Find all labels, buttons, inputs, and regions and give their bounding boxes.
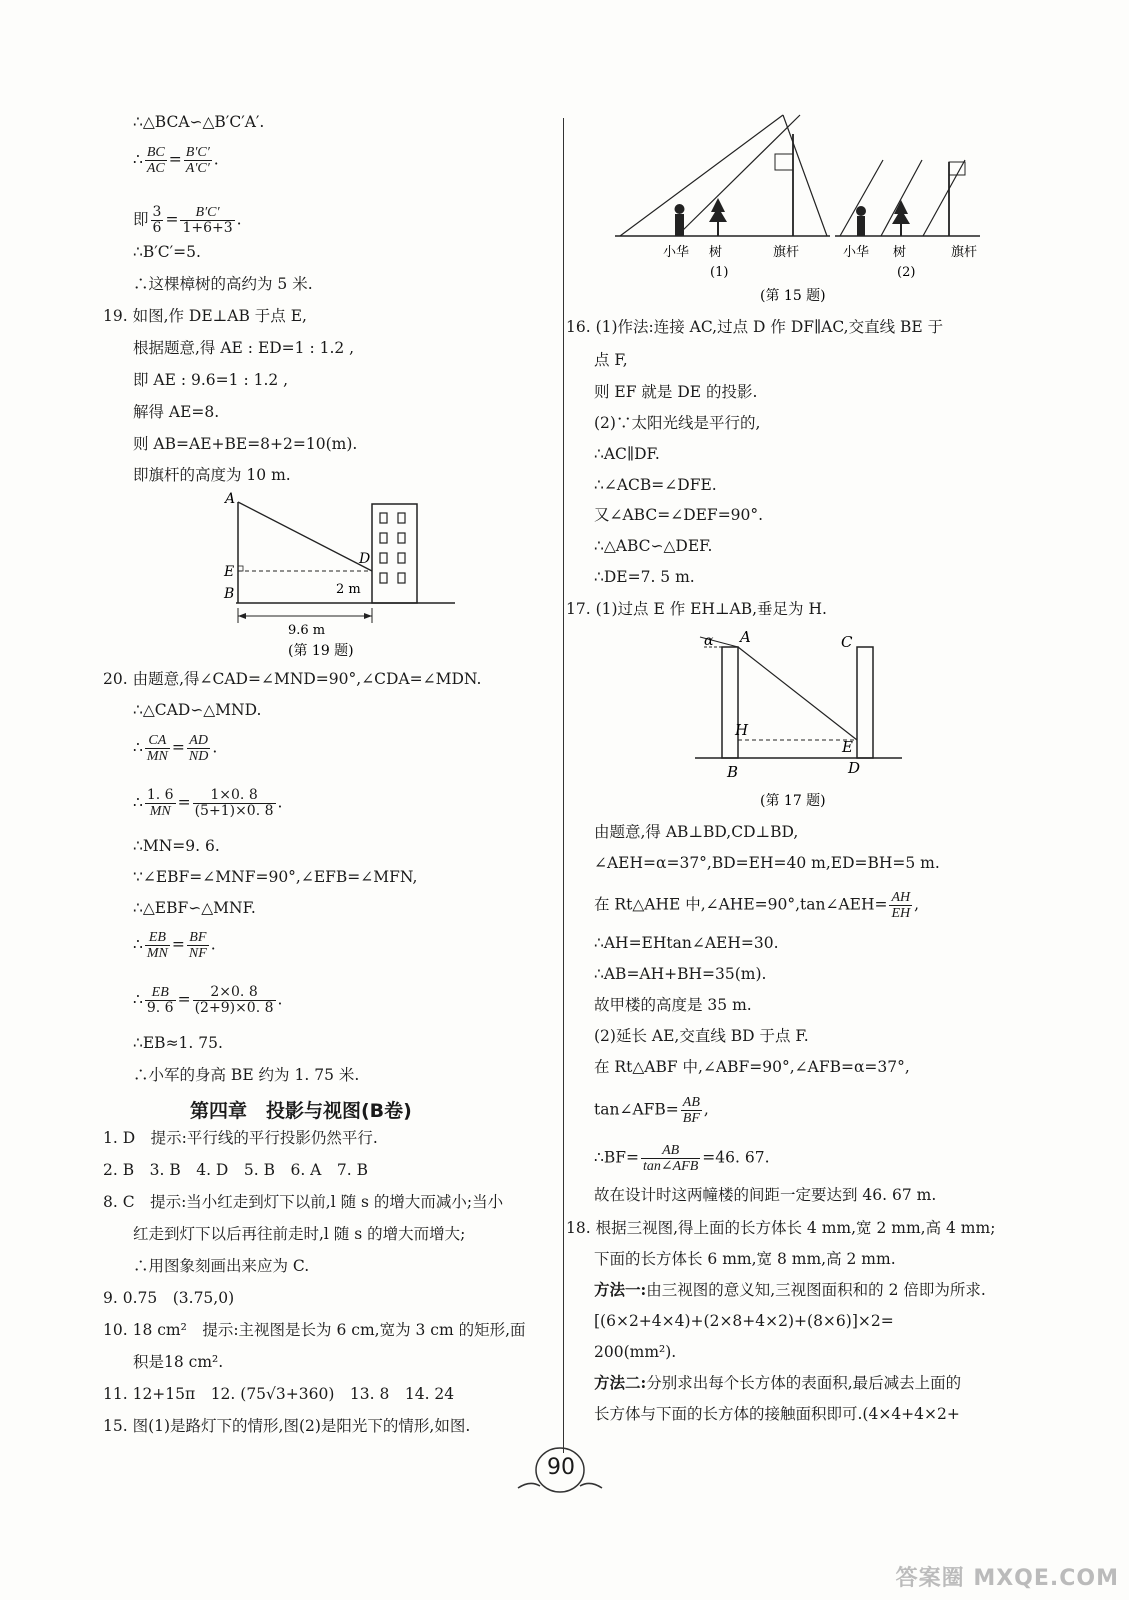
figure-17 bbox=[690, 625, 920, 813]
text: ∴ bbox=[133, 990, 143, 1009]
fraction bbox=[889, 890, 912, 921]
text-line: 在 Rt△ABF 中,∠ABF=90°,∠AFB=α=37°, bbox=[594, 1058, 910, 1076]
fraction bbox=[145, 930, 170, 961]
text-line: ∴△CAD∽△MND. bbox=[133, 701, 262, 719]
fraction bbox=[641, 1143, 700, 1174]
text-line: ∠AEH=α=37°,BD=EH=40 m,ED=BH=5 m. bbox=[594, 854, 940, 872]
text-line: 根据题意,得 AE : ED=1 : 1.2 , bbox=[133, 339, 355, 357]
denominator: AC bbox=[146, 161, 165, 176]
figure-caption: (第 17 题) bbox=[760, 793, 826, 809]
text: 由三视图的意义知,三视图面积和的 2 倍即为所求. bbox=[646, 1281, 986, 1299]
text: ∴ bbox=[133, 150, 143, 169]
answer-line: ∴用图象刻画出来应为 C. bbox=[133, 1257, 310, 1275]
numerator: AD bbox=[187, 733, 210, 749]
label-sub-1: (1) bbox=[710, 265, 729, 280]
fraction-line bbox=[133, 930, 216, 961]
text-line: ∴DE=7. 5 m. bbox=[594, 568, 695, 586]
figure-19 bbox=[210, 488, 470, 658]
text: = bbox=[177, 990, 191, 1009]
building bbox=[372, 504, 417, 603]
text: ∴ bbox=[133, 935, 143, 954]
numerator: EB bbox=[145, 985, 176, 1001]
fraction-line bbox=[133, 788, 282, 819]
text-line: 下面的长方体长 6 mm,宽 8 mm,高 2 mm. bbox=[594, 1250, 896, 1268]
text: . bbox=[213, 150, 219, 169]
text-line: 19. 如图,作 DE⊥AB 于点 E, bbox=[103, 307, 307, 325]
fraction-line bbox=[133, 145, 219, 176]
light-ray bbox=[677, 115, 800, 236]
label-tree: 树 bbox=[709, 245, 723, 260]
numerator: B′C′ bbox=[180, 205, 234, 221]
text: = bbox=[171, 738, 185, 757]
numerator: AH bbox=[891, 890, 911, 905]
text: . bbox=[212, 738, 218, 757]
fraction-line bbox=[594, 890, 919, 921]
fraction bbox=[180, 205, 234, 236]
answer-line: 9. 0.75 (3.75,0) bbox=[103, 1289, 235, 1307]
text: . bbox=[210, 935, 216, 954]
denominator: 1+6+3 bbox=[182, 220, 233, 236]
text-line: 即旗杆的高度为 10 m. bbox=[133, 466, 291, 484]
numerator: 1×0. 8 bbox=[193, 788, 276, 804]
person-1 bbox=[675, 214, 684, 236]
denominator: (5+1)×0. 8 bbox=[194, 803, 274, 819]
text-line: ∴MN=9. 6. bbox=[133, 837, 220, 855]
text-line: ∴△BCA∽△B′C′A′. bbox=[133, 113, 265, 131]
column-divider bbox=[563, 118, 564, 1453]
text-line: 20. 由题意,得∠CAD=∠MND=90°,∠CDA=∠MDN. bbox=[103, 670, 482, 688]
fraction bbox=[145, 788, 176, 819]
label-flagpole: 旗杆 bbox=[773, 245, 800, 260]
text-line: 由题意,得 AB⊥BD,CD⊥BD, bbox=[594, 823, 799, 841]
label-B: B bbox=[224, 586, 235, 602]
text: = bbox=[171, 935, 185, 954]
fraction bbox=[681, 1095, 702, 1126]
text: . bbox=[277, 793, 283, 812]
text-line: ∴AH=EHtan∠AEH=30. bbox=[594, 934, 779, 952]
label-height: 2 m bbox=[336, 582, 361, 597]
sight-line bbox=[238, 502, 372, 571]
text-line: 17. (1)过点 E 作 EH⊥AB,垂足为 H. bbox=[566, 600, 827, 618]
denominator: EH bbox=[891, 906, 911, 921]
text-line: ∴AB=AH+BH=35(m). bbox=[594, 965, 767, 983]
text: = bbox=[168, 150, 182, 169]
text-line: ∴AC∥DF. bbox=[594, 445, 660, 463]
text-line: 故甲楼的高度是 35 m. bbox=[594, 996, 752, 1014]
sun-ray bbox=[923, 160, 965, 236]
numerator: BF bbox=[187, 930, 209, 946]
numerator: 3 bbox=[152, 204, 162, 220]
denominator: tan∠AFB bbox=[643, 1159, 699, 1174]
building-windows bbox=[380, 513, 405, 583]
label-E: E bbox=[842, 738, 853, 756]
numerator: AB bbox=[682, 1095, 700, 1110]
fraction bbox=[145, 145, 167, 176]
label-person: 小华 bbox=[843, 245, 870, 260]
text-line: 则 EF 就是 DE 的投影. bbox=[594, 383, 758, 401]
label-B: B bbox=[727, 763, 739, 781]
answer-line: 11. 12+15π 12. (75√3+360) 13. 8 14. 24 bbox=[103, 1385, 455, 1403]
label-A: A bbox=[225, 491, 236, 507]
text-line: ∴小军的身高 BE 约为 1. 75 米. bbox=[133, 1066, 360, 1084]
text-line: 又∠ABC=∠DEF=90°. bbox=[594, 506, 764, 524]
denominator: A′C′ bbox=[185, 161, 210, 176]
text-line: 18. 根据三视图,得上面的长方体长 4 mm,宽 2 mm,高 4 mm; bbox=[566, 1219, 996, 1237]
label-flagpole: 旗杆 bbox=[951, 245, 978, 260]
figure-caption: (第 19 题) bbox=[288, 643, 354, 658]
label-D: D bbox=[359, 551, 371, 567]
fraction bbox=[184, 145, 212, 176]
text-line: ∴∠ACB=∠DFE. bbox=[594, 476, 717, 494]
answer-line: 10. 18 cm² 提示:主视图是长为 6 cm,宽为 3 cm 的矩形,面 bbox=[103, 1321, 526, 1339]
text: = bbox=[177, 793, 191, 812]
numerator: AB bbox=[641, 1143, 700, 1159]
denominator: 6 bbox=[152, 220, 162, 236]
fraction-line bbox=[594, 1095, 709, 1126]
answer-line: 2. B 3. B 4. D 5. B 6. A 7. B bbox=[103, 1161, 368, 1179]
arrow-head bbox=[364, 613, 372, 619]
method-label: 方法一: bbox=[594, 1280, 647, 1299]
figure-15 bbox=[605, 112, 995, 312]
tree-1 bbox=[709, 198, 727, 236]
label-C: C bbox=[841, 633, 853, 651]
denominator: ND bbox=[188, 749, 209, 764]
text: ∴BF= bbox=[594, 1148, 639, 1167]
numerator: BC bbox=[146, 145, 165, 160]
page-number: 90 bbox=[547, 1455, 575, 1480]
text: 即 bbox=[133, 210, 149, 229]
arrow-head bbox=[238, 613, 246, 619]
denominator: MN bbox=[149, 804, 171, 819]
label-H: H bbox=[735, 721, 749, 739]
fraction bbox=[145, 733, 170, 764]
answer-line: 8. C 提示:当小红走到灯下以前,l 随 s 的增大而减小;当小 bbox=[103, 1193, 504, 1211]
text-line: 故在设计时这两幢楼的间距一定要达到 46. 67 m. bbox=[594, 1186, 937, 1204]
denominator: BF bbox=[682, 1111, 700, 1126]
person-head-1 bbox=[675, 204, 685, 214]
denominator: (2+9)×0. 8 bbox=[194, 1000, 274, 1016]
text: ∴ bbox=[133, 738, 143, 757]
fraction bbox=[151, 205, 164, 236]
text: = bbox=[165, 210, 179, 229]
text: , bbox=[703, 1100, 709, 1119]
numerator: EB bbox=[145, 930, 170, 946]
denominator: 9. 6 bbox=[146, 1000, 174, 1016]
ornament-curl bbox=[518, 1483, 540, 1488]
text-line: (2)∵太阳光线是平行的, bbox=[594, 414, 761, 432]
numerator: 2×0. 8 bbox=[193, 985, 276, 1001]
numerator: CA bbox=[145, 733, 170, 749]
text-line: 200(mm²). bbox=[594, 1343, 677, 1361]
tree-2 bbox=[892, 200, 910, 236]
fraction bbox=[187, 733, 210, 764]
numerator: B′C′ bbox=[185, 145, 210, 160]
light-ray bbox=[783, 115, 827, 236]
text: tan∠AFB= bbox=[594, 1100, 679, 1119]
fraction bbox=[187, 930, 209, 961]
fraction bbox=[145, 985, 176, 1016]
building-A bbox=[722, 647, 738, 758]
denominator: MN bbox=[146, 749, 168, 764]
building-C bbox=[857, 647, 873, 758]
text-line: ∴△ABC∽△DEF. bbox=[594, 537, 713, 555]
text-line bbox=[594, 1373, 961, 1393]
text-line: ∴EB≈1. 75. bbox=[133, 1034, 223, 1052]
text: . bbox=[236, 210, 242, 229]
denominator: MN bbox=[146, 946, 168, 961]
label-alpha: α bbox=[704, 633, 714, 649]
fraction-line bbox=[133, 733, 217, 764]
text-line: ∴这棵樟树的高约为 5 米. bbox=[133, 275, 313, 293]
fraction bbox=[193, 985, 276, 1016]
text-line: 16. (1)作法:连接 AC,过点 D 作 DF∥AC,交直线 BE 于 bbox=[566, 318, 944, 336]
label-A: A bbox=[740, 628, 751, 646]
text: , bbox=[914, 895, 920, 914]
label-person: 小华 bbox=[663, 245, 690, 260]
figure-caption: (第 15 题) bbox=[760, 288, 826, 304]
text-line: [(6×2+4×4)+(2×8+4×2)+(8×6)]×2= bbox=[594, 1312, 894, 1330]
text-line: 点 F, bbox=[594, 351, 628, 369]
answer-line: 1. D 提示:平行线的平行投影仍然平行. bbox=[103, 1129, 378, 1147]
fraction bbox=[193, 788, 276, 819]
denominator: NF bbox=[188, 946, 207, 961]
label-width: 9.6 m bbox=[288, 623, 326, 638]
text: 在 Rt△AHE 中,∠AHE=90°,tan∠AEH= bbox=[594, 895, 888, 914]
person-head-2 bbox=[856, 206, 866, 216]
text-line bbox=[594, 1280, 986, 1300]
watermark: 答案圈 MXQE.COM bbox=[895, 1566, 1119, 1591]
label-sub-2: (2) bbox=[897, 265, 916, 280]
answer-line: 15. 图(1)是路灯下的情形,图(2)是阳光下的情形,如图. bbox=[103, 1417, 471, 1435]
text-line: 解得 AE=8. bbox=[133, 403, 220, 421]
text: . bbox=[277, 990, 283, 1009]
text-line: 则 AB=AE+BE=8+2=10(m). bbox=[133, 435, 358, 453]
light-ray bbox=[620, 115, 783, 236]
text: 分别求出每个长方体的表面积,最后减去上面的 bbox=[646, 1374, 962, 1392]
answer-line: 红走到灯下以后再往前走时,l 随 s 的增大而增大; bbox=[133, 1225, 466, 1243]
flag-1 bbox=[775, 154, 793, 170]
numerator: 1. 6 bbox=[146, 787, 174, 803]
label-tree: 树 bbox=[893, 245, 907, 260]
fraction-line bbox=[133, 205, 242, 236]
text-line: ∴△EBF∽△MNF. bbox=[133, 899, 256, 917]
ornament-curl bbox=[580, 1483, 602, 1488]
fraction-line bbox=[133, 985, 282, 1016]
text-line: ∴B′C′=5. bbox=[133, 243, 201, 261]
label-D: D bbox=[848, 759, 861, 777]
text-line: ∵∠EBF=∠MNF=90°,∠EFB=∠MFN, bbox=[133, 868, 418, 886]
sight-line bbox=[738, 647, 857, 740]
person-2 bbox=[857, 216, 865, 236]
answer-line: 积是18 cm². bbox=[133, 1353, 224, 1371]
text: =46. 67. bbox=[702, 1148, 770, 1167]
text-line: 长方体与下面的长方体的接触面积即可.(4×4+4×2+ bbox=[594, 1405, 960, 1423]
fraction-line bbox=[594, 1143, 770, 1174]
method-label: 方法二: bbox=[594, 1373, 647, 1392]
chapter-heading: 第四章 投影与视图(B卷) bbox=[190, 1100, 412, 1122]
text: ∴ bbox=[133, 793, 143, 812]
text-line: 即 AE : 9.6=1 : 1.2 , bbox=[133, 371, 289, 389]
label-E: E bbox=[224, 564, 235, 580]
text-line: (2)延长 AE,交直线 BD 于点 F. bbox=[594, 1027, 809, 1045]
